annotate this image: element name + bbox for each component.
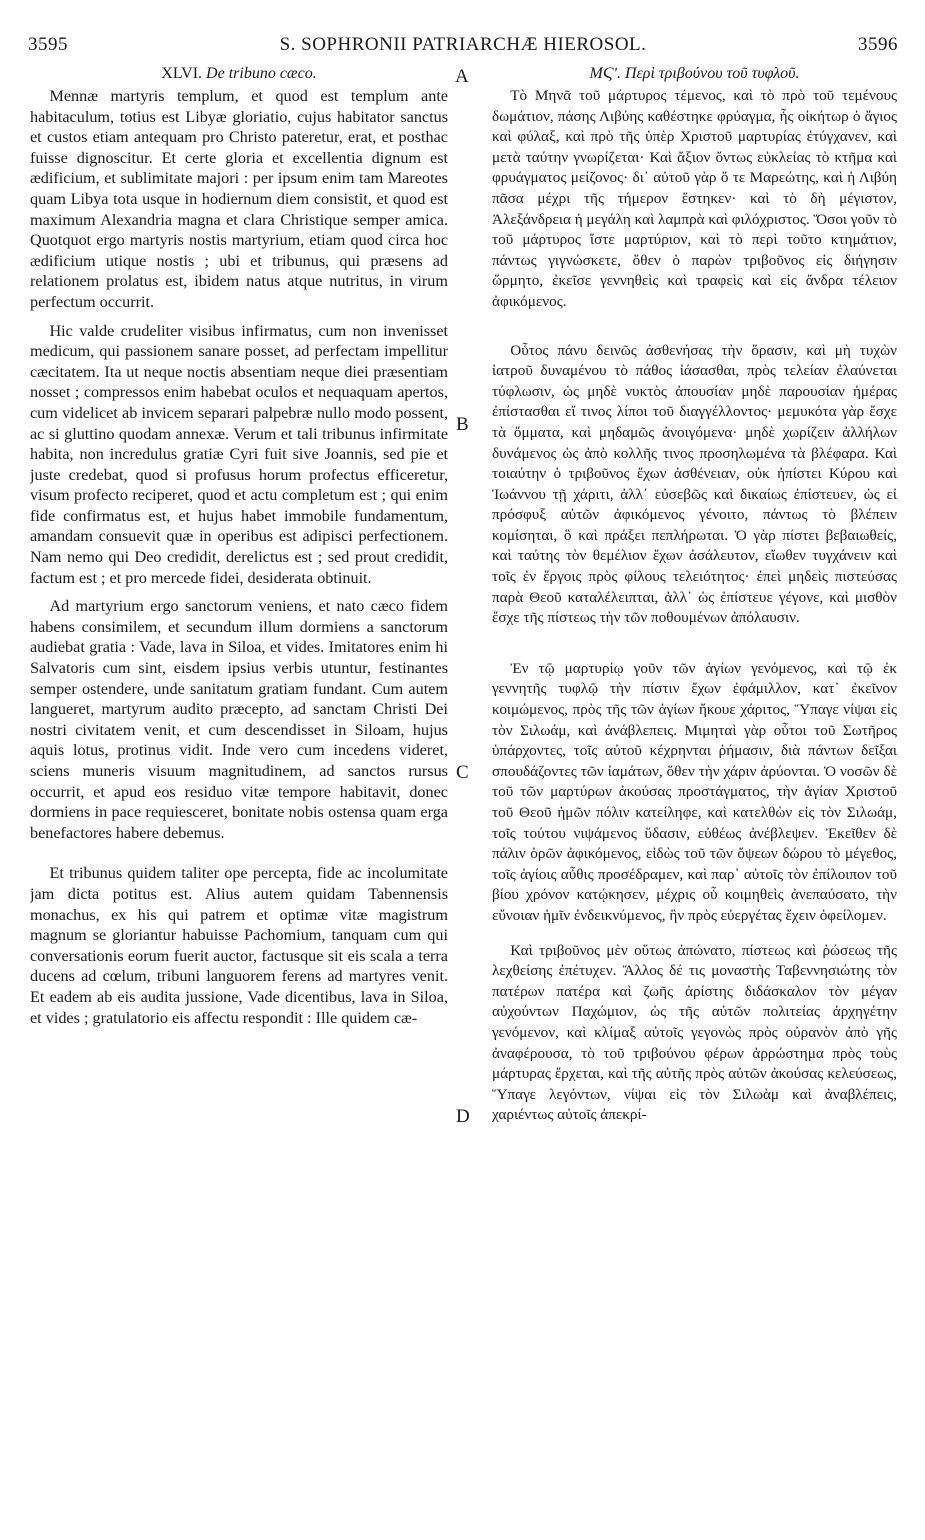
section-marker-a: A [455, 66, 469, 87]
greek-column [492, 64, 897, 1532]
latin-paragraph-3: Ad martyrium ergo sanctorum veniens, et nato cæco fidem habens consimilem, et secundum illum dormiens a sanctorum audiebat gratia : Vade, lava in Siloa, et vides. Imitatores enim hi Salvatoris cum sint, eisdem ipsius verbis utuntur, festinantes semper ostendere, unde sanitatum gratiam fundant. Cum autem langueret, martyrum audito præcepto, ad sanctam Christi Dei nostri civitatem venit, et cum descendisset in Siloam, hujus aquis lotus, protinus vidit. Inde vero cum incedens videret, sciens muneris visuum magnitudinem, ad sanctos rursus occurrit, et apud eos residuo vitæ tempore habitavit, donec dormiens in pace requiesceret, bonitate nobis ostensa quam erga benefactores habere debemus. [30, 597, 448, 842]
section-marker-d: D [456, 1106, 470, 1127]
section-marker-b: B [456, 414, 469, 435]
latin-chapter-title: De tribuno cæco. [206, 65, 317, 82]
greek-paragraph-3: Ἐν τῷ μαρτυρίῳ γοῦν τῶν ἁγίων γενόμενος, καὶ τῷ ἐκ γεννητῆς τυφλῷ τὴν πίστιν ἔχων ἐφάμιλλον, κατ᾽ ἐκεῖνον κοιμώμενος, πρὸς τῆς τῶν ἁγίων ἤκουε χάριτος, Ὕπαγε νίψαι εἰς τὸν Σιλωάμ, καὶ ἀνάβλεπεις. Μιμηταὶ γὰρ οὗτοι τοῦ Σωτῆρος ὑπάρχοντες, τοῖς αὐτοῦ κέχρηνται ῥήμασιν, διὰ πάντων δεῖξαι σπουδάζοντες τῶν ἰαμάτων, ὅθεν τὴν χάριν ἀρύονται. Ὁ νοσῶν δὲ τοῦ τῶν μαρτύρων ἀκούσας προστάγματος, τὴν ἁγίαν Χριστοῦ τοῦ Θεοῦ ἡμῶν πόλιν κατείληφε, καὶ κατελθὼν εἰς τὸν Σιλωάμ, τοῖς τούτου νιψάμενος ὕδασιν, εὐθέως ἀνέβλεψεν. Ἐκεῖθεν δὲ πάλιν ὁρῶν ἀφικόμενος, εἰδὼς τοῦ τῶν ὄψεων δώρου τὸ μέγεθος, τοῖς ἁγίοις αὖθις προσέδραμεν, καὶ παρ᾽ αὐτοῖς τὸν ἐπίλοιπον τοῦ βίου χρόνον κατῴκησεν, μέχρις οὗ κοιμηθεὶς ἀνεπαύσατο, τὴν εὔνοιαν ἡμῖν ἐνδεικνύμενος, ἣν πρὸς εὐεργέτας ἔχειν ὀφείλομεν. [492, 659, 897, 924]
latin-chapter-heading [30, 64, 448, 84]
page-number-left: 3595 [28, 34, 68, 55]
page-number-right: 3596 [858, 34, 898, 55]
section-marker-c: C [456, 762, 469, 783]
greek-paragraph-4: Καὶ τριβοῦνος μὲν οὕτως ἀπώνατο, πίστεως καὶ ῥώσεως τῆς λεχθείσης ἐπέτυχεν. Ἄλλος δέ τις μοναστὴς Ταβεννησιώτης τὸν πατέρων πατέρα καὶ ζωῆς ἀρίστης διδάσκαλον τὸν μέγαν αὐχούντων Παχώμιον, ὡς τῆς αὐτῶν πολιτείας ἀρχηγέτην γενόμενον, καὶ κλίμαξ αὐτοῖς γεγονὼς πρὸς οὐρανὸν ἀπὸ γῆς ἀναφέρουσα, τὸ τοῦ τριβούνου φέρων ἀρρώστημα πρὸς τοὺς μάρτυρας ἔρχεται, καὶ τῆς αὐτῆς πρὸς αὐτῶν ἀκούσας κελεύσεως, Ὕπαγε λεγόντων, νίψαι εἰς τὸν Σιλωὰμ καὶ ἀναβλέπεις, χαριέντως αὐτοῖς ἀπεκρί- [492, 941, 897, 1124]
latin-column [30, 64, 448, 1532]
greek-paragraph-1: Τὸ Μηνᾶ τοῦ μάρτυρος τέμενος, καὶ τὸ πρὸ τοῦ τεμένους δωμάτιον, πάσης Λιβύης καθέστηκε φρύαγμα, ἧς οἰκήτωρ ὁ ἅγιος καὶ φύλαξ, καὶ πρὸ τῆς ὑπὲρ Χριστοῦ μαρτυρίας ἐτύγχανεν, καὶ μετὰ ταύτην γνωρίζεται· Καὶ ἄξιον ὄντως εὐκλείας τὸ κτῆμα καὶ φρυάγματος μείζονος· δι᾽ αὐτοῦ γὰρ ὅ τε Μαρεώτης, καὶ ἡ Λιβύη πᾶσα μέχρι τῆς τήμερον ἕστηκεν· καὶ τὸ δὴ μέγιστον, Ἀλεξάνδρεια ἡ μεγάλη καὶ λαμπρὰ καὶ φιλόχριστος. Ὅσοι γοῦν τὸ τοῦ μάρτυρος ἴστε μαρτύριον, καὶ τὸ περὶ τοῦτο κτημάτιον, πάντως γιγνώσκετε, ὅθεν ὁ παρὼν τριβοῦνος εἰς διήγησιν ὥρμητο, ἐκεῖσε γεννηθεὶς καὶ τραφεὶς καὶ εἰς ἄνδρα τέλειον ἀφικόμενος. [492, 87, 897, 310]
latin-paragraph-1: Mennæ martyris templum, et quod est templum ante habitaculum, totius est Libyæ gloriatio, cujus habitator sanctus et custos etiam antequam pro Christo pateretur, erat, et posthac fuisse dignoscitur. Et certe gloria et excellentia dignum est ædificium, et sublimitate majori : per ipsum enim tam Mareotes quam Libya tota usque in hodiernum diem consistit, et quod est maximum Alexandria magna et clara Christique semper amica. Quotquot ergo martyris nostis martyrium, etiam quod circa hoc ædificium utique nostis ; ubi et tribunus, qui præsens ad relationem prolatus est, ibidem natus atque nutritus, in virum perfectum occurrit. [30, 87, 448, 311]
latin-chapter-number: XLVI. [161, 65, 203, 82]
greek-paragraph-2: Οὗτος πάνυ δεινῶς ἀσθενήσας τὴν ὅρασιν, καὶ μὴ τυχὼν ἰατροῦ δυναμένου τὸ πάθος ἰάσασθαι, πρὸς τελείαν ἐλαύνεται τύφλωσιν, ὡς μηδὲ νυκτὸς ἀπουσίαν μηδὲ παρουσίαν ἡμέρας ἐπίστασθαι εἴ τινος λίποι τοῦ διαγγέλλοντος· μεμυκότα γὰρ ἔσχε τὰ ὄμματα, καὶ μηδαμῶς ἀνοιγόμενα· μηδὲ χωρίζειν ἀλλήλων δυνάμενος ὡς ἀπὸ κολλῆς τινος προσηλωμένα τὰ βλέφαρα. Καὶ τοιαύτην ὁ τριβοῦνος ἔχων ἀσθένειαν, οὐκ ἠπίστει Κύρου καὶ Ἰωάννου τῇ χάριτι, ἀλλ᾽ εὐσεβῶς καὶ δικαίως ἐπίστευεν, ὡς εἰ πρόσφυξ αὐτῶν ἀφικόμενος γένοιτο, πάντως τὸ βλέπειν κομίσηται, ὃ καὶ πράξει πεπλήρωται. Ὁ γὰρ πίστει βεβαιωθείς, καὶ ταύτης τὸν θεμέλιον ἔχων ἀσάλευτον, εἴωθεν τυγχάνειν καὶ τοῖς ἐν ἔργοις πρὸς φίλους τελειότητος· ἐπεὶ μηδεὶς πιστεύσας παρὰ Θεοῦ καταλέλειπται, ἀλλ᾽ ὡς ἐπίστευε γέγονε, καὶ μισθὸν ἔσχε τῆς πίστεως τὴν τῶν ποθουμένων ἀπόλαυσιν. [492, 341, 897, 627]
latin-paragraph-4: Et tribunus quidem taliter ope percepta, fide ac incolumitate jam dicta potitus est. Alius autem quidam Tabennensis monachus, ex his qui patrem et optimæ vitæ magistrum magnum se gloriantur habuisse Pachomium, tanquam cum qui conversationis eorum fuerit auctor, factusque sit eis scala a terra ducens ad cœlum, tribuni languorem ferens ad martyres venit. Et eadem ab eis audita jussione, Vade dicentibus, lava in Siloa, et vides ; gratulatorio eis affectu respondit : Ille quidem cæ- [30, 864, 448, 1027]
latin-paragraph-2: Hic valde crudeliter visibus infirmatus, cum non invenisset medicum, qui passionem sanare posset, ad perfectam impellitur cæcitatem. Ita ut neque noctis absentiam neque diei præsentiam nosset ; compressos enim habebat oculos et nequaquam apertos, cum videlicet ab invicem separari palpebræ nullo modo possent, ac si gluttino quodam annexæ. Verum et tali tribunus infirmitate habita, non incredulus gratiæ Cyri fuit sive Joannis, sed pie et juste credebat, quod si profusus horum profectus efficeretur, visum profecto reciperet, quod et actu completum est ; qui enim fide confirmatus est, et hujus habet immobile fundamentum, amandam consuevit quæ in operibus est adipisci perfectionem. Nam nemo qui Deo credidit, derelictus est ; sed prout credidit, factum est ; et pro mercede fidei, desiderata obtinuit. [30, 321, 448, 587]
greek-chapter-heading: ΜϚʹ. Περὶ τριβούνου τοῦ τυφλοῦ. [589, 65, 800, 82]
running-title: S. SOPHRONII PATRIARCHÆ HIEROSOL. [279, 34, 647, 55]
running-head [28, 34, 898, 60]
